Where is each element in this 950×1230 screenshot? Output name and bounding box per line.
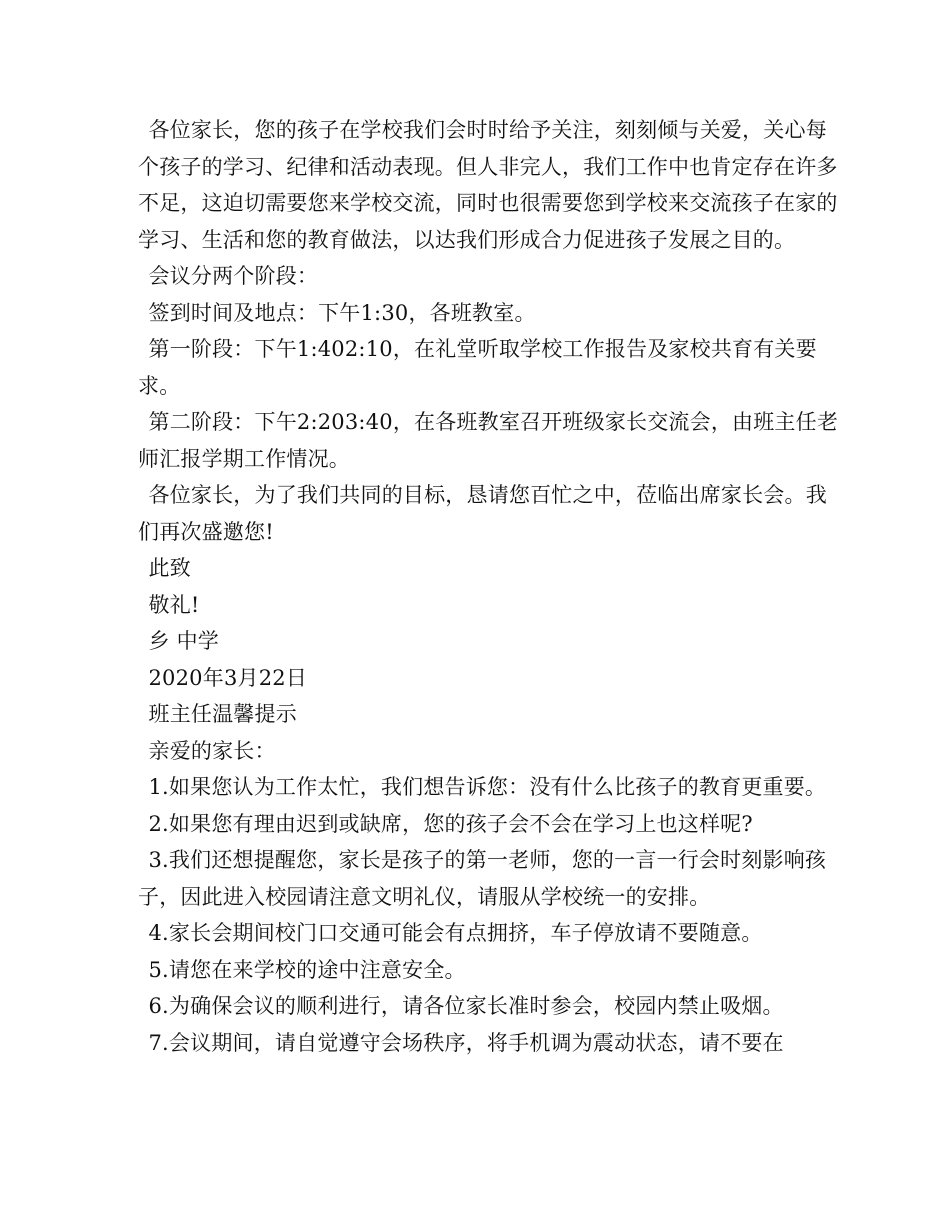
paragraph-stage-two: 第二阶段：下午2:203:40，在各班教室召开班级家长交流会，由班主任老师汇报学期工作情况。 [138,410,839,471]
paragraph-invitation: 各位家长，为了我们共同的目标，恳请您百忙之中，莅临出席家长会。我们再次盛邀您! [138,483,827,544]
tip-item: 6.为确保会议的顺利进行，请各位家长准时参会，校园内禁止吸烟。 [148,994,784,1018]
tip-item: 3.我们还想提醒您，家长是孩子的第一老师，您的一言一行会时刻影响孩子，因此进入校园请注意文明礼仪，请服从学校统一的安排。 [138,848,827,909]
tips-greeting: 亲爱的家长： [148,738,276,763]
tip-item: 5.请您在来学校的途中注意安全。 [148,957,466,982]
paragraph-stages: 会议分两个阶段： [148,264,319,288]
tips-title: 班主任温馨提示 [148,702,297,726]
paragraph-intro: 各位家长，您的孩子在学校我们会时时给予关注，刻刻倾与关爱，关心每个孩子的学习、纪律和活动表现。但人非完人，我们工作中也肯定存在许多不足，这迫切需要您来学校交流，同时也很需要您到学校来交流孩子在家的学习、生活和您的教育做法，以达我们形成合力促进孩子发展之目的。 [138,118,838,252]
tip-item: 1.如果您认为工作太忙，我们想告诉您：没有什么比孩子的教育更重要。 [148,775,827,799]
signature-date: 2020年3月22日 [148,665,308,690]
paragraph-stage-one: 第一阶段：下午1:402:10，在礼堂听取学校工作报告及家校共育有关要求。 [138,337,817,398]
closing-respect: 敬礼! [148,592,200,617]
tip-item: 7.会议期间，请自觉遵守会场秩序，将手机调为震动状态，请不要在 [148,1030,784,1055]
signature-school: 乡 中学 [148,629,219,653]
document-body [138,112,838,1061]
closing-salutation: 此致 [148,556,191,580]
paragraph-checkin: 签到时间及地点：下午1:30，各班教室。 [148,300,536,325]
tip-item: 4.家长会期间校门口交通可能会有点拥挤，车子停放请不要随意。 [148,921,763,945]
tip-item: 2.如果您有理由迟到或缺席，您的孩子会不会在学习上也这样呢? [148,811,753,836]
